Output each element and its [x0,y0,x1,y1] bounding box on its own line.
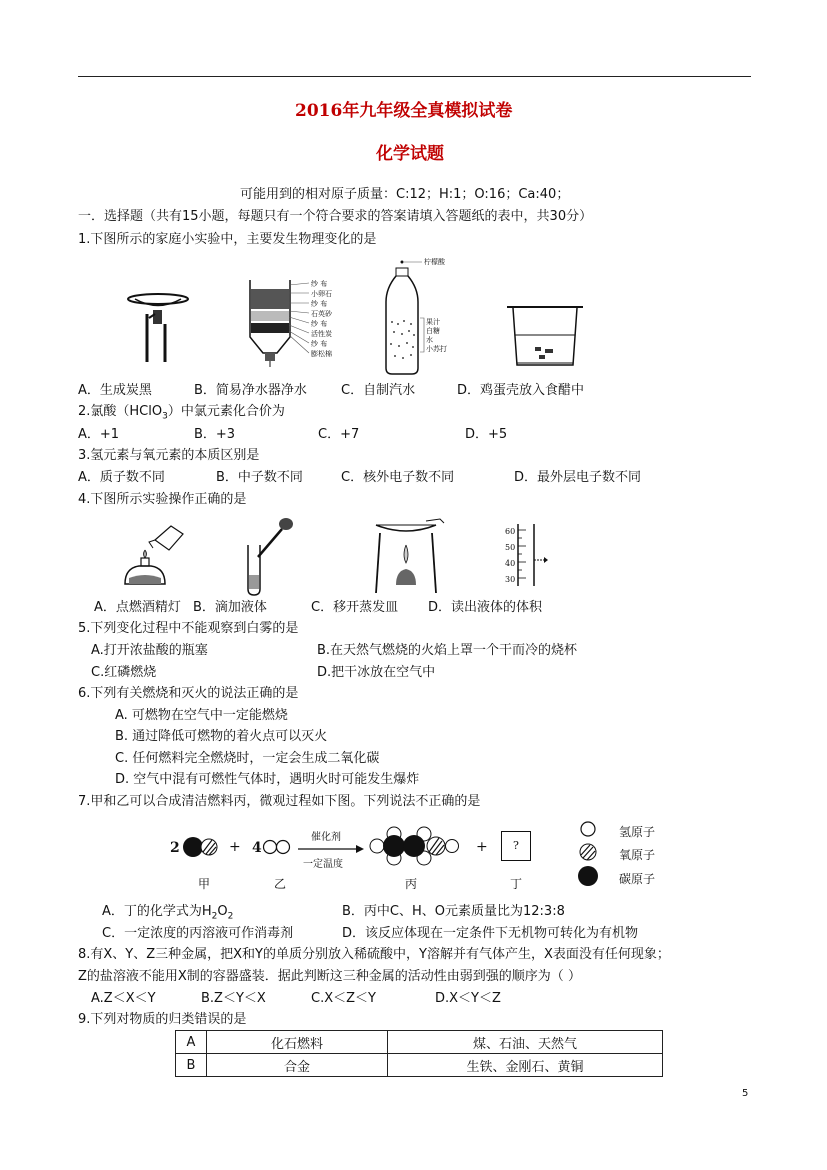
question-8-stem-line1: 8.有X、Y、Z三种金属，把X和Y的单质分别放入稀硫酸中，Y溶解并有气体产生，X表面没有任何现象； [78,947,670,962]
row-items: 煤、石油、天然气 [388,1031,663,1054]
cylinder-tick: 30 [505,575,516,584]
q7-option-d: D．该反应体现在一定条件下无机物可转化为有机物 [342,926,639,941]
candle-carbon-black-figure [125,290,190,365]
bottle-label: 果汁 [426,318,440,326]
q8-option-a: A.Z＜X＜Y [91,991,156,1006]
filter-label: 小卵石 [311,290,332,298]
unknown-box: ? [501,831,531,861]
exam-subtitle: 化学试题 [376,144,444,164]
question-9-stem: 9.下列对物质的归类错误的是 [78,1012,247,1027]
soda-bottle-figure [382,258,442,376]
q7-option-a-sub1: 2 [211,911,218,922]
legend-hydrogen: 氢原子 [619,825,656,839]
cylinder-tick: 40 [505,559,516,568]
legend-oxygen: 氧原子 [619,848,656,862]
row-letter: B [176,1054,207,1077]
q2-stem-sub: 3 [162,411,168,422]
question-3-stem: 3.氢元素与氧元素的本质区别是 [78,448,260,463]
q8-option-c: C.X＜Z＜Y [311,991,376,1006]
cylinder-tick: 60 [505,527,516,536]
q2-option-a: A．+1 [78,427,120,442]
q2-stem-post: ）中氯元素化合价为 [167,404,285,419]
q7-option-a-sub2: 2 [227,911,234,922]
plus-1: + [229,839,241,855]
atomic-masses: 可能用到的相对原子质量：C:12；H:1；O:16；Ca:40； [240,187,570,202]
q3-option-c: C．核外电子数不同 [341,470,455,485]
filter-label: 活性炭 [311,330,332,338]
table-row [176,1031,663,1054]
q5-option-b: B.在天然气燃烧的火焰上罩一个干而冷的烧杯 [317,643,578,658]
q6-option-d: D. 空气中混有可燃性气体时，遇明火时可能发生爆炸 [115,772,420,787]
dropper-tube-figure [238,515,298,600]
q2-stem-pre: 2.氯酸（HClO [78,404,163,419]
table-row [176,1054,663,1077]
q8-option-d: D.X＜Y＜Z [435,991,501,1006]
bottle-label: 小苏打 [426,345,447,353]
q5-option-a: A.打开浓盐酸的瓶塞 [91,643,208,658]
q7-option-b: B．丙中C、H、O元素质量比为12:3:8 [342,904,565,919]
q1-option-c: C．自制汽水 [341,383,416,398]
filter-labels [311,279,332,359]
q7-option-a-mid: O [217,904,228,919]
row-category: 化石燃料 [207,1031,388,1054]
coefficient-a: 2 [170,840,180,856]
catalyst-label: 催化剂 [311,832,341,843]
condition-label: 一定温度 [303,859,343,870]
molecule-bing [368,826,462,866]
page-number: 5 [742,1088,749,1099]
filter-label: 纱 布 [311,300,328,308]
q3-option-d: D．最外层电子数不同 [514,470,642,485]
q3-option-a: A．质子数不同 [78,470,165,485]
reaction-arrow [298,845,364,853]
q2-option-d: D．+5 [465,427,508,442]
filter-label: 膨松棉 [311,350,332,358]
q2-option-b: B．+3 [194,427,236,442]
section-heading: 一．选择题（共有15小题，每题只有一个符合要求的答案请填入答题纸的表中，共30分） [78,209,593,224]
classification-table [175,1030,663,1077]
q2-option-c: C．+7 [318,427,360,442]
filter-label: 纱 布 [311,320,328,328]
legend-atoms [578,820,598,886]
q4-option-d: D．读出液体的体积 [428,600,543,615]
cylinder-ticks [505,524,515,588]
bottle-label: 白糖 [426,327,440,335]
question-4-stem: 4.下图所示实验操作正确的是 [78,492,247,507]
q7-option-c: C．一定浓度的丙溶液可作消毒剂 [102,926,294,941]
row-items: 生铁、金刚石、黄铜 [388,1054,663,1077]
q1-option-a: A．生成炭黑 [78,383,152,398]
q1-option-d: D．鸡蛋壳放入食醋中 [457,383,585,398]
row-letter: A [176,1031,207,1054]
name-yi: 乙 [274,877,287,891]
q7-option-a [102,903,233,926]
name-bing: 丙 [405,877,418,891]
header-rule [78,76,751,77]
filter-label: 纱 布 [311,280,328,288]
molecule-yi [262,838,294,856]
bottle-labels [426,318,447,354]
exam-title: 2016年九年级全真模拟试卷 [295,101,513,121]
q8-option-b: B.Z＜Y＜X [201,991,266,1006]
q6-option-c: C. 任何燃料完全燃烧时，一定会生成二氧化碳 [115,751,380,766]
water-filter-figure [245,275,355,370]
q6-option-b: B. 通过降低可燃物的着火点可以灭火 [115,729,328,744]
question-5-stem: 5.下列变化过程中不能观察到白雾的是 [78,621,299,636]
question-6-stem: 6.下列有关燃烧和灭火的说法正确的是 [78,686,299,701]
filter-label: 石英砂 [311,310,332,318]
molecule-jia [180,834,220,860]
bottle-label: 水 [426,336,433,344]
q1-option-b: B．简易净水器净水 [194,383,307,398]
row-category: 合金 [207,1054,388,1077]
filter-label: 纱 布 [311,340,328,348]
cylinder-tick: 50 [505,543,516,552]
name-jia: 甲 [198,877,211,891]
q4-option-a: A．点燃酒精灯 [94,600,181,615]
q4-option-b: B．滴加液体 [193,600,267,615]
q4-option-c: C．移开蒸发皿 [311,600,399,615]
question-7-stem: 7.甲和乙可以合成清洁燃料丙，微观过程如下图。下列说法不正确的是 [78,794,481,809]
q5-option-c: C.红磷燃烧 [91,665,157,680]
question-1-stem: 1.下图所示的家庭小实验中，主要发生物理变化的是 [78,232,377,247]
evaporating-dish-figure [370,515,450,600]
coefficient-b: 4 [252,840,262,856]
alcohol-lamp-figure [115,520,190,595]
question-2-stem [78,403,285,426]
plus-2: + [476,839,488,855]
beaker-eggshell-figure [505,305,585,370]
q5-option-d: D.把干冰放在空气中 [317,665,436,680]
name-ding: 丁 [510,877,523,891]
q7-option-a-pre: A．丁的化学式为H [102,904,212,919]
q3-option-b: B．中子数不同 [216,470,303,485]
q6-option-a: A. 可燃物在空气中一定能燃烧 [115,708,288,723]
legend-carbon: 碳原子 [619,872,656,886]
question-8-stem-line2: Z的盐溶液不能用X制的容器盛装．据此判断这三种金属的活动性由弱到强的顺序为（ ） [78,969,581,984]
bottle-label-top: 柠檬酸 [424,258,445,266]
